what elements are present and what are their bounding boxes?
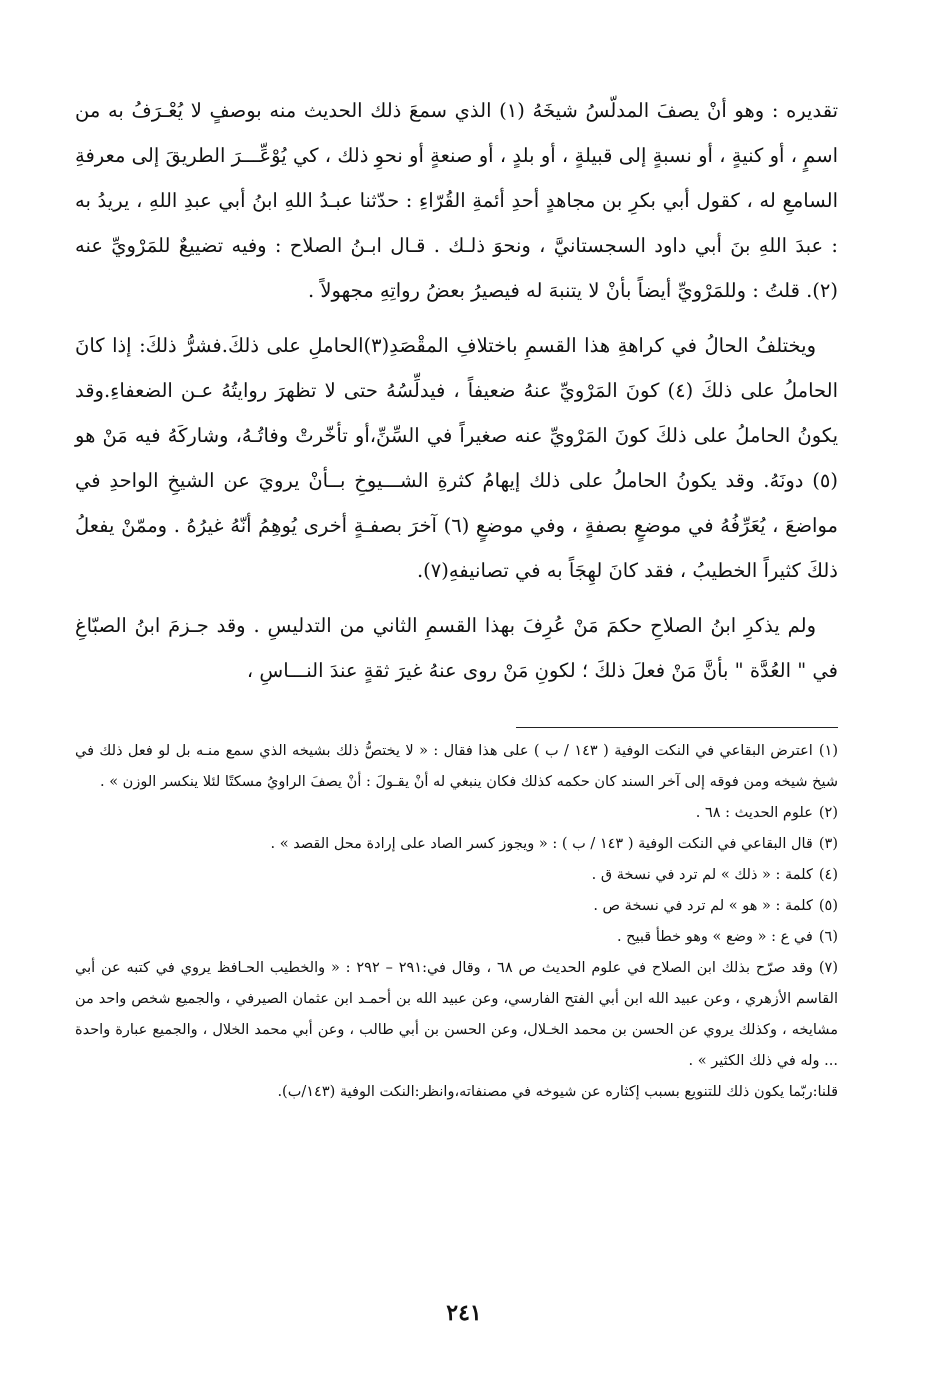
footnote-number: (٧) (818, 960, 839, 976)
main-text (75, 88, 838, 693)
footnote-2 (75, 798, 838, 829)
footnote-text: في ع : « وضع » وهو خطأ قبيح . (616, 929, 813, 945)
paragraph-2: ويختلفُ الحالُ في كراهةِ هذا القسمِ باختلافِ المقْصَدِ(٣)الحاملِ على ذلكَ.فشرُّ ذلكَ: إذا كانَ الحاملُ على ذلكَ (٤) كونَ المَرْويِّ عنهُ ضعيفاً ، فيدلِّسُهُ حتى لا تظهرَ روايتُهُ عـن الضعفاءِ.وقد يكونُ الحاملُ على ذلكَ كونَ المَرْويِّ عنه صغيراً في السِّنِّ،أو تأخّرتْ وفاتُـهُ، وشاركَهُ فيه مَنْ هو (٥) دونَهُ. وقد يكونُ الحاملُ على ذلك إيهامُ كثرةِ الشـــيوخِ بــأنْ يرويَ عن الشيخِ الواحدِ في مواضعَ ، يُعَرِّفُهُ في موضعٍ بصفةٍ ، وفي موضعٍ (٦) آخرَ بصفـةٍ أخرى يُوهِمُ أنّهُ غيرُهُ . وممّنْ يفعلُ ذلكَ كثيراً الخطيبُ ، فقد كانَ لهِجَاً به في تصانيفهِ(٧). (75, 334, 838, 582)
footnote-number: (٦) (818, 929, 838, 945)
footnote-7 (75, 953, 838, 1077)
footnote-7-note (75, 1077, 838, 1108)
paragraph-3: ولم يذكرِ ابنُ الصلاحِ حكمَ مَنْ عُرِفَ بهذا القسمِ الثاني من التدليسِ . وقد جـزمَ ابنُ الصبّاغِ في " العُدَّة " بأنَّ مَنْ فعلَ ذلكَ ؛ لكونِ مَنْ روى عنهُ غيرَ ثقةٍ عندَ النـــاسِ ، (75, 614, 838, 682)
footnote-text: قلنا:ربّما يكون ذلك للتنويع بسبب إكثاره عن شيوخه في مصنفاته،وانظر:النكت الوفية (١٤٣/ب). (277, 1084, 838, 1100)
footnote-text: كلمة : « ذلك » لم ترد في نسخة ق . (591, 867, 813, 883)
footnote-number: (٤) (818, 867, 838, 883)
footnote-number: (١) (818, 743, 838, 759)
footnotes (75, 736, 838, 1108)
footnote-number: (٣) (818, 836, 838, 852)
footnote-text: علوم الحديث : ٦٨ . (695, 805, 813, 821)
footnote-text: وقد صرّح بذلك ابن الصلاح في علوم الحديث ص ٦٨ ، وقال في:٢٩١ – ٢٩٢ : « والخطيب الحـافظ يروي في كتبه عن أبي القاسم الأزهري ، وعن عبيد الله ابن أبي الفتح الفارسي، وعن عبيد الله بن أحمـد ابن عثمان الصيرفي ، والجميع شخص واحد من مشايخه ، وكذلك يروي عن الحسن بن محمد الخـلال، وعن الحسن بن أبي طالب ، وعن أبي محمد الخلال ، والجميع عبارة واحدة ... وله في ذلك الكثير » . (75, 960, 838, 1069)
footnote-number: (٢) (818, 805, 838, 821)
footnote-text: كلمة : « هو » لم ترد في نسخة ص . (593, 898, 813, 914)
footnote-1 (75, 736, 838, 798)
paragraph-1: تقديره : وهو أنْ يصفَ المدلّسُ شيخَهُ (١) الذي سمعَ ذلك الحديث منه بوصفٍ لا يُعْـرَفُ به من اسمٍ ، أو كنيةٍ ، أو نسبةٍ إلى قبيلةٍ ، أو بلدٍ ، أو صنعةٍ أو نحوِ ذلك ، كي يُوْعِّـــرَ الطريقَ إلى معرفةِ السامعِ له ، كقول أبي بكرِ بن مجاهدٍ أحدِ أئمةِ القُرّاءِ : حدّثنا عبـدُ اللهِ ابنُ أبي عبدِ اللهِ ، يريدُ به : عبدَ اللهِ بنَ أبي داود السجستانيَّ ، ونحوَ ذلـك . قـال ابـنُ الصلاح : وفيه تضييعٌ للمَرْويِّ عنه (٢). قلتُ : وللمَرْويِّ أيضاً بأنْ لا يتنبهَ له فيصيرُ بعضُ رواتِهِ مجهولاً . (75, 99, 839, 302)
footnote-3 (75, 829, 838, 860)
footnote-text: اعترض البقاعي في النكت الوفية ( ١٤٣ / ب ) على هذا فقال : « لا يختصُّ ذلك بشيخه الذي سمع منـه بل لو فعل ذلك في شيخ شيخه ومن فوقه إلى آخر السند كان حكمه كذلك فكان ينبغي له أنْ يقـولَ : أنْ يصفَ الراويُ مسكتًا لئلا ينكسر الوزن » . (75, 743, 838, 790)
page-number: ٢٤١ (446, 1300, 482, 1326)
footnote-6 (75, 922, 838, 953)
footnote-number: (٥) (818, 898, 838, 914)
footnote-5 (75, 891, 838, 922)
footnote-separator (516, 727, 838, 728)
footnote-text: قال البقاعي في النكت الوفية ( ١٤٣ / ب ) : « ويجوز كسر الصاد على إرادة محل القصد » . (270, 836, 813, 852)
footnote-4 (75, 860, 838, 891)
